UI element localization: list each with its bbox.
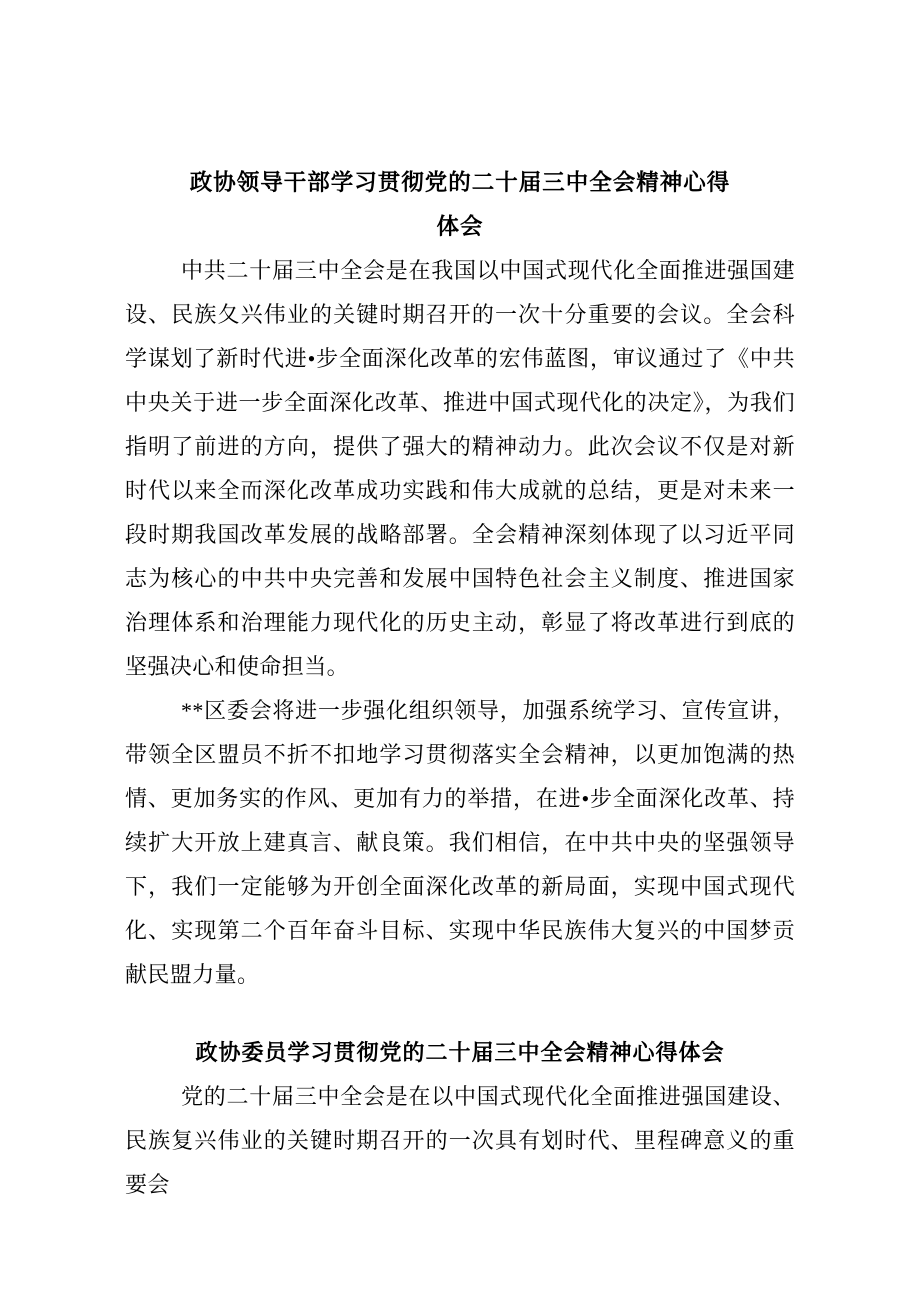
paragraph-3: 党的二十届三中全会是在以中国式现代化全面推进强国建设、民族复兴伟业的关键时期召开的一次具有划时代、里程碑意义的重要会 [125,1084,795,1197]
document-title-line-2: 体会 [436,214,484,239]
document-title [125,0,795,249]
document-title-line-1: 政协领导干部学习贯彻党的二十届三中全会精神心得 [189,170,731,195]
section-2-heading: 政协委员学习贯彻党的二十届三中全会精神心得体会 [195,1040,725,1065]
paragraph-1: 中共二十届三中全会是在我国以中国式现代化全面推进强国建设、民族夂兴伟业的关键时期召开的一次十分重要的会议。全会科学谋划了新时代进•步全面深化改革的宏伟蓝图，审议通过了《中共中央关于进一步全面深化改革、推进中国式现代化的决定》，为我们指明了前进的方向，提供了强大的精神动力。此次会议不仅是对新时代以来全而深化改革成功实践和伟大成就的总结，更是对未来一段时期我国改革发展的战略部署。全会精神深刻体现了以习近平同志为核心的中共中央完善和发展中国特色社会主义制度、推进国家治理体系和治理能力现代化的历史主动，彰显了将改革进行到底的坚强决心和使命担当。 [125,258,795,679]
paragraph-2: **区委会将进一步强化组织领导，加强系统学习、宣传宣讲，带领全区盟员不折不扣地学习贯彻落实全会精神，以更加饱满的热情、更加务实的作风、更加有力的举措，在进•步全面深化改革、持续扩大开放上建真言、献良策。我们相信，在中共中央的坚强领导下，我们一定能够为开创全面深化改革的新局面，实现中国式现代化、实现第二个百年奋斗目标、实现中华民族伟大复兴的中国梦贡献民盟力量。 [125,698,795,987]
